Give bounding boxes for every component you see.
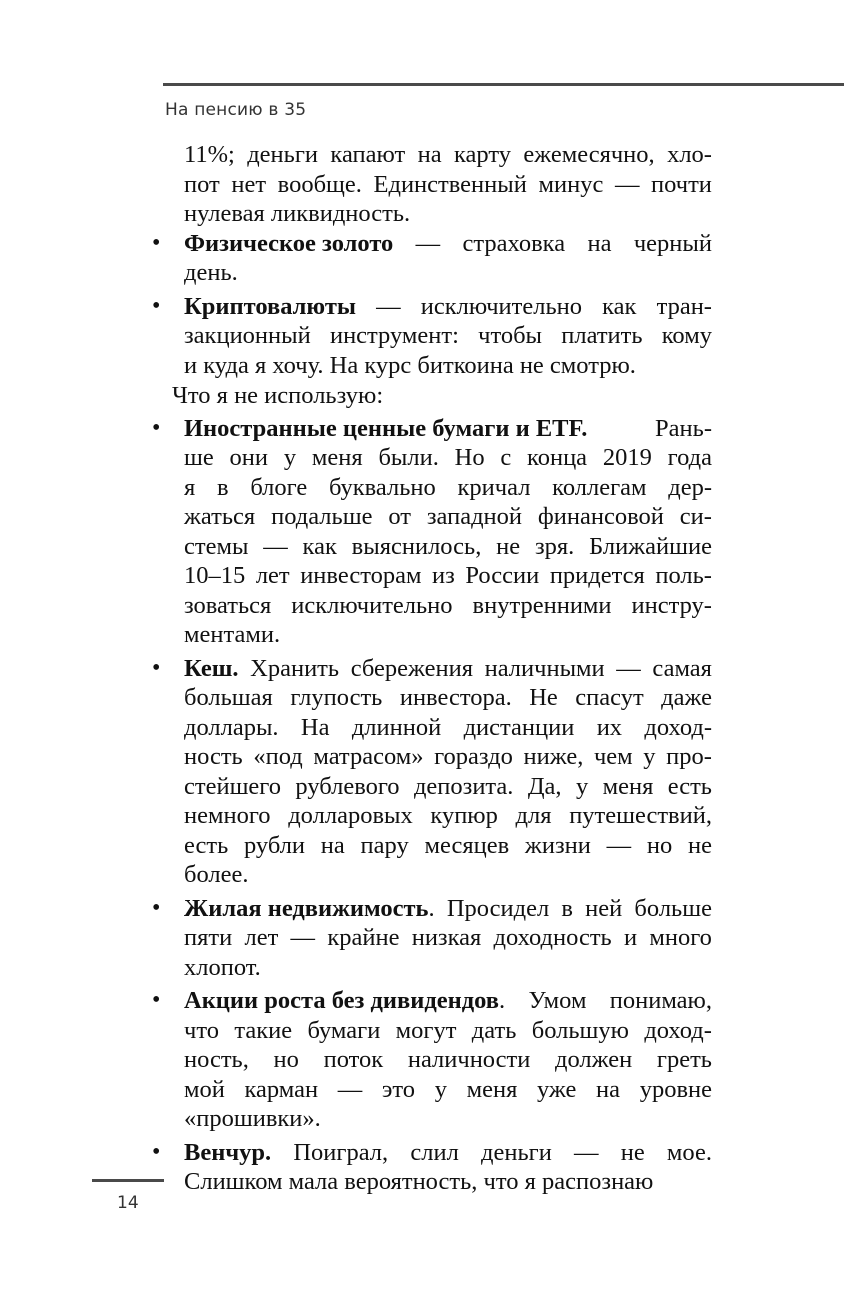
continuation-paragraph [150, 140, 712, 229]
list-not-used [150, 414, 712, 1197]
text-line: Жилая недвижимость. Просидел в ней больше [184, 894, 712, 922]
text-line: хлопот. [184, 953, 261, 981]
list-item [150, 1138, 712, 1197]
item-term: Венчур. [184, 1138, 272, 1166]
page-body [150, 140, 712, 1197]
text-line: Криптовалюты — исключительно как тран- [184, 292, 712, 320]
page-number: 14 [117, 1193, 139, 1213]
text-line: 11%; деньги капают на карту ежемесячно, хло- [184, 141, 712, 168]
text-line: Венчур. Поиграл, слил деньги — не мое. [184, 1138, 712, 1166]
section-label: Что я не использую: [172, 382, 384, 409]
text-line: и куда я хочу. На курс биткоина не смотрю. [184, 351, 636, 379]
text-line: закционный инструмент: чтобы платить кому [184, 322, 712, 349]
text-line: Кеш. Хранить сбережения наличными — самая [184, 654, 712, 682]
text-line: есть рубли на пару месяцев жизни — но не [184, 831, 712, 859]
list-item [150, 292, 712, 381]
item-term: Кеш. [184, 654, 239, 682]
text-line: стейшего рублевого депозита. Да, у меня есть [184, 772, 712, 800]
text-line: более. [184, 861, 249, 888]
running-header: На пенсию в 35 [165, 100, 307, 120]
bullet-icon: • [152, 1138, 161, 1165]
list-owned [150, 229, 712, 381]
list-item [150, 414, 712, 650]
text-line: ментами. [184, 621, 281, 648]
item-term: Криптовалюты [184, 292, 356, 320]
list-item [150, 654, 712, 890]
text-line: 10–15 лет инвесторам из России придется поль- [184, 562, 712, 589]
text-line: мой карман — это у меня уже на уровне [184, 1075, 712, 1103]
item-term: Иностранные ценные бумаги и ETF. [184, 414, 588, 442]
text-line: ше они у меня были. Но с конца 2019 года [184, 444, 712, 471]
text-line: что такие бумаги могут дать большую доход- [184, 1016, 712, 1044]
text-line: Иностранные ценные бумаги и ETF. Рань- [184, 414, 712, 442]
bullet-icon: • [152, 894, 161, 921]
item-term: Физическое золото [184, 229, 394, 257]
text-line: стемы — как выяснилось, не зря. Ближайшие [184, 532, 712, 560]
text-line: день. [184, 259, 238, 286]
text-line: Слишком мала вероятность, что я распознаю [184, 1168, 654, 1195]
bullet-icon: • [152, 987, 161, 1013]
text-line: ность «под матрасом» гораздо ниже, чем у про- [184, 743, 712, 770]
text-line: зоваться исключительно внутренними инстру- [184, 591, 712, 619]
list-item [150, 986, 712, 1134]
bullet-icon: • [152, 229, 161, 256]
header-rule [163, 83, 844, 86]
text-line: большая глупость инвестора. Не спасут даже [184, 684, 712, 711]
text-line: Акции роста без дивидендов. Умом понимаю, [184, 987, 712, 1014]
text-line: доллары. На длинной дистанции их доход- [184, 713, 712, 741]
text-line: немного долларовых купюр для путешествий, [184, 802, 712, 829]
text-line: пяти лет — крайне низкая доходность и много [184, 924, 712, 951]
text-line: я в блоге буквально кричал коллегам дер- [184, 473, 712, 501]
bullet-icon: • [152, 414, 161, 441]
footer-rule [92, 1179, 164, 1182]
bullet-icon: • [152, 292, 161, 319]
text-line: жаться подальше от западной финансовой си- [184, 503, 712, 530]
list-item [150, 229, 712, 288]
text-line: ность, но поток наличности должен греть [184, 1046, 712, 1073]
item-term: Жилая недвижимость [184, 894, 429, 922]
text-line: Физическое золото — страховка на черный [184, 229, 712, 257]
text-line: нулевая ликвидность. [184, 200, 411, 227]
list-item [150, 894, 712, 983]
bullet-icon: • [152, 654, 161, 681]
text-line: «прошивки». [184, 1105, 321, 1132]
text-line: пот нет вообще. Единственный минус — почти [184, 170, 712, 198]
item-term: Акции роста без дивидендов [184, 987, 500, 1014]
